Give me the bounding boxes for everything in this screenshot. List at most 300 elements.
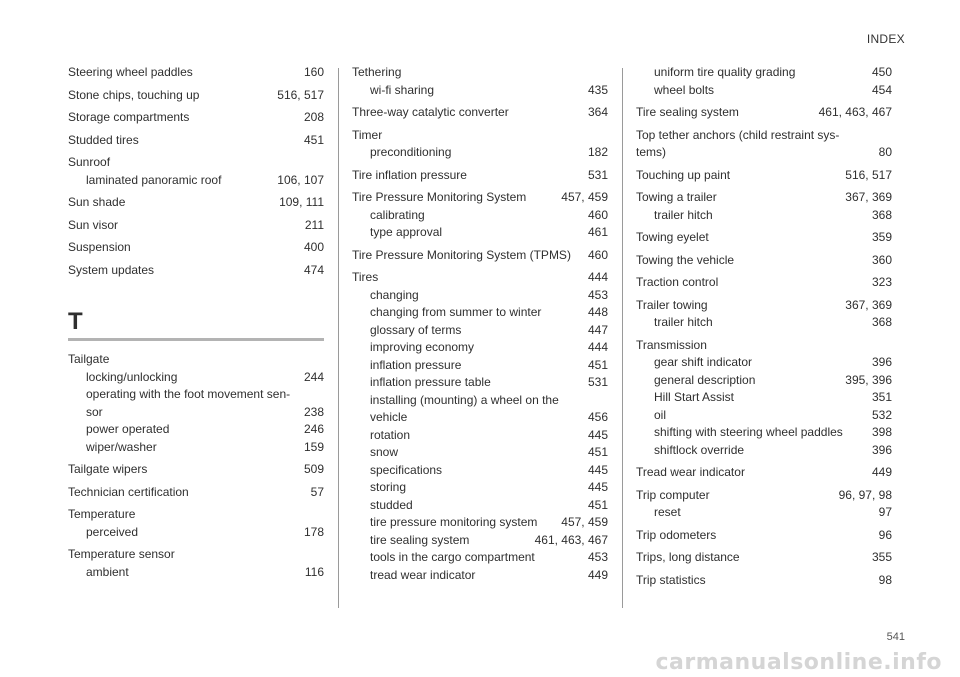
index-subentry	[636, 407, 892, 425]
index-line	[86, 524, 324, 542]
index-term-text: Three-way catalytic converter	[352, 105, 509, 119]
index-subterm-text: tire sealing system	[370, 532, 470, 547]
index-line	[370, 144, 608, 162]
index-line	[370, 339, 608, 357]
index-line	[68, 262, 324, 280]
index-subentry	[352, 567, 608, 585]
index-subentry	[352, 322, 608, 340]
index-subterm-text: trailer hitch	[654, 207, 713, 222]
index-term-text: Tire Pressure Monitoring System	[352, 190, 527, 204]
index-subterm-text: uniform tire quality grading	[654, 65, 796, 79]
index-subterm-text: rotation	[370, 427, 411, 442]
index-line	[636, 189, 892, 207]
index-line	[636, 464, 892, 482]
index-subterm-text: specifications	[370, 462, 443, 477]
index-page-ref: 367, 369	[845, 190, 892, 204]
section-letter: T	[68, 308, 83, 335]
index-line	[352, 269, 608, 287]
index-subentry	[352, 497, 608, 515]
index-subentry	[352, 427, 608, 445]
index-line	[370, 357, 608, 375]
index-subentry	[352, 514, 608, 532]
index-page-ref: 451	[587, 357, 608, 372]
index-term-text: Tailgate wipers	[68, 462, 148, 476]
index-page-ref: 96, 97, 98	[838, 487, 892, 502]
index-line	[86, 386, 324, 404]
index-page-ref: 461, 463, 467	[534, 532, 608, 547]
index-subterm-text: gear shift indicator	[654, 355, 753, 369]
index-page-ref: 449	[871, 465, 892, 479]
index-entry	[636, 274, 892, 292]
index-page-ref: 444	[587, 340, 608, 354]
index-subentry	[68, 386, 324, 421]
index-entry	[636, 252, 892, 270]
index-line	[370, 462, 608, 480]
index-subterm-text: installing (mounting) a wheel on the	[370, 392, 559, 407]
index-page-ref: 178	[303, 524, 324, 539]
index-page-ref: 97	[878, 505, 892, 519]
index-line	[352, 167, 608, 185]
index-term-text: tems)	[636, 145, 666, 159]
index-term-text: Trips, long distance	[636, 550, 740, 564]
index-line	[636, 572, 892, 590]
index-subentry	[352, 144, 608, 162]
index-subterm-text: sor	[86, 404, 103, 419]
index-subentry	[352, 479, 608, 497]
index-subentry	[636, 207, 892, 225]
index-entry	[636, 167, 892, 185]
index-line	[68, 64, 324, 82]
index-page-ref: 531	[587, 375, 608, 389]
index-line	[654, 389, 892, 407]
index-subentry	[636, 389, 892, 407]
index-line	[86, 564, 324, 582]
index-term-text: Temperature sensor	[68, 547, 175, 561]
index-page-ref: 208	[303, 110, 324, 124]
index-entry	[68, 484, 324, 502]
index-line	[86, 172, 324, 190]
index-line	[654, 207, 892, 225]
index-line	[370, 304, 608, 322]
index-term-text: Towing a trailer	[636, 190, 717, 204]
index-line	[370, 514, 608, 532]
index-entry	[68, 109, 324, 127]
index-page-ref: 109, 111	[279, 195, 324, 209]
index-line	[68, 484, 324, 502]
index-term-text: Transmission	[636, 337, 707, 352]
index-entry	[352, 189, 608, 242]
index-entry	[352, 167, 608, 185]
index-page-ref: 435	[587, 82, 608, 97]
page-header-title: INDEX	[866, 32, 905, 46]
index-subterm-text: general description	[654, 372, 756, 387]
column-divider	[622, 68, 623, 608]
index-page-ref: 456	[587, 410, 608, 424]
index-subterm-text: type approval	[370, 225, 443, 239]
index-subterm-text: preconditioning	[370, 145, 452, 159]
index-line	[370, 444, 608, 462]
index-line	[68, 154, 324, 172]
index-subentry	[636, 442, 892, 460]
index-page-ref: 244	[303, 369, 324, 384]
index-page-ref: 516, 517	[277, 87, 324, 102]
index-line	[654, 407, 892, 425]
index-page-ref: 460	[587, 247, 608, 262]
index-line	[654, 504, 892, 522]
index-line	[636, 229, 892, 247]
index-page-ref: 182	[587, 145, 608, 159]
index-line	[370, 207, 608, 225]
index-page-ref: 368	[871, 207, 892, 222]
page-number: 541	[886, 631, 905, 643]
index-line	[352, 64, 608, 82]
index-page-ref: 445	[587, 427, 608, 442]
index-page-ref: 453	[587, 287, 608, 302]
index-line	[68, 109, 324, 127]
index-page-ref: 457, 459	[561, 190, 608, 204]
index-entry	[636, 297, 892, 332]
index-page-ref: 238	[303, 404, 324, 419]
index-entry	[352, 64, 608, 99]
index-page-ref: 453	[587, 550, 608, 564]
index-subentry	[352, 287, 608, 305]
index-line	[636, 252, 892, 270]
index-line	[86, 421, 324, 439]
index-term-text: Tethering	[352, 65, 402, 79]
index-subterm-text: tread wear indicator	[370, 567, 476, 582]
index-page-ref: 531	[587, 167, 608, 182]
index-subterm-text: inflation pressure	[370, 357, 462, 372]
index-subterm-text: locking/unlocking	[86, 369, 178, 384]
index-term-text: Sun visor	[68, 217, 119, 232]
index-subterm-text: power operated	[86, 422, 170, 436]
index-page-ref: 445	[587, 462, 608, 477]
index-page-ref: 368	[871, 315, 892, 329]
index-subterm-text: Hill Start Assist	[654, 390, 735, 404]
index-term-text: Tire inflation pressure	[352, 167, 467, 182]
index-page-ref: 80	[878, 145, 892, 159]
index-page-ref: 451	[587, 445, 608, 459]
index-entry	[352, 127, 608, 162]
index-subterm-text: snow	[370, 445, 399, 459]
index-line	[68, 217, 324, 235]
index-subentry	[636, 64, 892, 82]
index-line	[86, 369, 324, 387]
index-entry	[636, 337, 892, 460]
index-subterm-text: changing from summer to winter	[370, 305, 542, 319]
section-letter-heading	[68, 309, 324, 341]
index-line	[352, 104, 608, 122]
index-subentry	[636, 82, 892, 100]
index-subterm-text: calibrating	[370, 207, 425, 222]
index-entry	[636, 549, 892, 567]
index-line	[352, 189, 608, 207]
index-line	[352, 247, 608, 265]
index-term-text: Trip computer	[636, 487, 710, 502]
index-entry	[636, 487, 892, 522]
index-subentry	[68, 369, 324, 387]
index-page-ref: 57	[310, 484, 324, 499]
index-term-text: Timer	[352, 127, 383, 142]
index-subentry	[352, 357, 608, 375]
index-entry	[68, 64, 324, 82]
index-subterm-text: vehicle	[370, 410, 408, 424]
index-page-ref: 396	[871, 355, 892, 369]
index-page-ref: 96	[878, 527, 892, 542]
index-entry	[68, 506, 324, 541]
index-term-text: Tread wear indicator	[636, 465, 745, 479]
index-line	[370, 322, 608, 340]
index-line	[636, 144, 892, 162]
index-page-ref: 449	[587, 567, 608, 582]
watermark-text: carmanualsonline.info	[655, 649, 942, 675]
index-page-ref: 106, 107	[277, 172, 324, 187]
index-entry	[68, 239, 324, 257]
index-subterm-text: laminated panoramic roof	[86, 172, 222, 187]
index-page-ref: 159	[303, 439, 324, 454]
index-page-ref: 323	[871, 275, 892, 289]
index-subentry	[352, 549, 608, 567]
index-page-ref: 445	[587, 480, 608, 494]
index-subterm-text: improving economy	[370, 340, 475, 354]
index-page-ref: 454	[871, 82, 892, 97]
index-term-text: Storage compartments	[68, 110, 190, 124]
index-subentry	[352, 207, 608, 225]
index-line	[68, 351, 324, 369]
index-line	[636, 274, 892, 292]
index-line	[636, 549, 892, 567]
index-subentry	[636, 354, 892, 372]
index-line	[370, 567, 608, 585]
index-subterm-text: glossary of terms	[370, 322, 462, 337]
index-page-ref: 474	[303, 262, 324, 277]
index-subterm-text: trailer hitch	[654, 315, 713, 329]
index-line	[370, 392, 608, 410]
index-page-ref: 461	[587, 225, 608, 239]
index-subterm-text: perceived	[86, 524, 139, 539]
index-subterm-text: oil	[654, 407, 667, 422]
index-page-ref: 367, 369	[845, 297, 892, 312]
index-subentry	[68, 439, 324, 457]
index-entry	[352, 104, 608, 122]
index-page-ref: 116	[304, 564, 324, 579]
index-page-ref: 451	[303, 132, 324, 147]
index-column-3	[636, 64, 892, 594]
index-page-ref: 444	[587, 270, 608, 284]
index-entry	[636, 572, 892, 590]
index-subentry	[352, 304, 608, 322]
index-line	[654, 314, 892, 332]
index-entry	[636, 527, 892, 545]
index-line	[68, 546, 324, 564]
index-page-ref: 398	[871, 425, 892, 439]
index-page-ref: 364	[587, 105, 608, 119]
index-subentry	[352, 82, 608, 100]
index-page-ref: 396	[871, 442, 892, 457]
index-entry	[636, 64, 892, 99]
index-term-text: Tires	[352, 270, 379, 284]
index-entry	[68, 154, 324, 189]
index-entry	[352, 247, 608, 265]
index-subterm-text: operating with the foot movement sen-	[86, 387, 291, 401]
index-line	[370, 224, 608, 242]
index-term-text: Top tether anchors (child restraint sys-	[636, 127, 840, 142]
index-subterm-text: shifting with steering wheel paddles	[654, 425, 843, 439]
index-subentry	[68, 172, 324, 190]
index-page-ref: 457, 459	[561, 515, 608, 529]
index-subentry	[352, 339, 608, 357]
index-line	[68, 461, 324, 479]
index-subentry	[68, 564, 324, 582]
index-page-ref: 460	[587, 207, 608, 222]
index-page-ref: 516, 517	[845, 167, 892, 182]
index-page-ref: 461, 463, 467	[818, 105, 892, 119]
index-line	[68, 194, 324, 212]
index-subentry	[352, 462, 608, 480]
index-subentry	[68, 524, 324, 542]
index-subentry	[352, 392, 608, 427]
index-line	[654, 372, 892, 390]
index-page-ref: 360	[871, 252, 892, 267]
index-line	[68, 87, 324, 105]
index-subterm-text: changing	[370, 287, 419, 302]
index-page-ref: 359	[871, 230, 892, 244]
index-entry	[636, 104, 892, 122]
index-page-ref: 450	[871, 65, 892, 79]
index-page-ref: 447	[587, 322, 608, 337]
index-entry	[636, 127, 892, 162]
index-subentry	[636, 424, 892, 442]
index-subentry	[352, 444, 608, 462]
index-entry	[68, 351, 324, 456]
index-page-ref: 98	[878, 572, 892, 587]
index-subterm-text: inflation pressure table	[370, 375, 491, 389]
index-subentry	[636, 314, 892, 332]
index-page-ref: 351	[871, 390, 892, 404]
index-term-text: Tailgate	[68, 352, 110, 366]
index-entry	[68, 262, 324, 280]
index-subterm-text: wiper/washer	[86, 439, 157, 454]
index-line	[370, 374, 608, 392]
index-subterm-text: wheel bolts	[654, 82, 715, 97]
index-column-1	[68, 64, 324, 586]
index-line	[370, 549, 608, 567]
index-line	[654, 442, 892, 460]
index-term-text: Trip statistics	[636, 572, 706, 587]
index-subentry	[352, 224, 608, 242]
index-page-ref: 509	[303, 462, 324, 476]
index-page-ref: 400	[303, 240, 324, 254]
index-entry	[68, 461, 324, 479]
index-line	[86, 439, 324, 457]
index-line	[370, 427, 608, 445]
index-term-text: Towing eyelet	[636, 230, 709, 244]
index-line	[654, 354, 892, 372]
index-line	[86, 404, 324, 422]
index-term-text: Suspension	[68, 240, 131, 254]
index-entry	[68, 87, 324, 105]
index-page-ref: 160	[303, 65, 324, 79]
index-term-text: Stone chips, touching up	[68, 87, 200, 102]
index-entry	[636, 229, 892, 247]
index-subentry	[68, 421, 324, 439]
index-entry	[636, 464, 892, 482]
index-line	[68, 506, 324, 524]
index-line	[370, 82, 608, 100]
index-subterm-text: studded	[370, 497, 413, 512]
index-subterm-text: tools in the cargo compartment	[370, 550, 535, 564]
index-term-text: Sun shade	[68, 195, 126, 209]
index-page-ref: 448	[587, 305, 608, 319]
index-entry	[68, 217, 324, 235]
index-subentry	[636, 504, 892, 522]
index-page-ref: 395, 396	[845, 372, 892, 387]
index-line	[370, 287, 608, 305]
index-line	[370, 409, 608, 427]
index-term-text: Towing the vehicle	[636, 252, 735, 267]
index-line	[636, 337, 892, 355]
watermark-bar	[0, 647, 960, 677]
index-line	[636, 297, 892, 315]
index-term-text: Tire sealing system	[636, 105, 739, 119]
index-page-ref: 211	[304, 217, 324, 232]
index-term-text: Touching up paint	[636, 167, 731, 182]
index-subterm-text: reset	[654, 505, 681, 519]
index-term-text: Tire Pressure Monitoring System (TPMS)	[352, 247, 571, 262]
index-line	[636, 104, 892, 122]
index-subentry	[352, 374, 608, 392]
index-term-text: Trip odometers	[636, 527, 717, 542]
index-line	[352, 127, 608, 145]
index-subentry	[636, 372, 892, 390]
index-line	[654, 424, 892, 442]
index-subterm-text: storing	[370, 480, 407, 494]
index-page-ref: 451	[587, 497, 608, 512]
index-line	[636, 127, 892, 145]
index-line	[370, 497, 608, 515]
section-rule	[68, 338, 324, 341]
index-term-text: System updates	[68, 262, 155, 277]
index-page-ref: 355	[871, 550, 892, 564]
index-line	[636, 487, 892, 505]
index-term-text: Trailer towing	[636, 297, 708, 312]
index-entry	[68, 194, 324, 212]
index-line	[654, 82, 892, 100]
index-entry	[352, 269, 608, 584]
index-page-ref: 532	[871, 407, 892, 422]
index-subterm-text: tire pressure monitoring system	[370, 515, 538, 529]
column-divider	[338, 68, 339, 608]
index-line	[68, 239, 324, 257]
index-term-text: Sunroof	[68, 155, 111, 169]
index-line	[68, 132, 324, 150]
index-term-text: Steering wheel paddles	[68, 65, 193, 79]
index-line	[370, 479, 608, 497]
index-subterm-text: ambient	[86, 564, 129, 579]
index-entry	[636, 189, 892, 224]
index-term-text: Studded tires	[68, 132, 139, 147]
index-entry	[68, 132, 324, 150]
index-term-text: Traction control	[636, 275, 719, 289]
index-term-text: Technician certification	[68, 484, 189, 499]
index-subentry	[352, 532, 608, 550]
index-line	[636, 527, 892, 545]
index-subterm-text: wi-fi sharing	[370, 82, 435, 97]
index-line	[654, 64, 892, 82]
index-page-ref: 246	[303, 422, 324, 436]
index-entry	[68, 546, 324, 581]
index-line	[636, 167, 892, 185]
